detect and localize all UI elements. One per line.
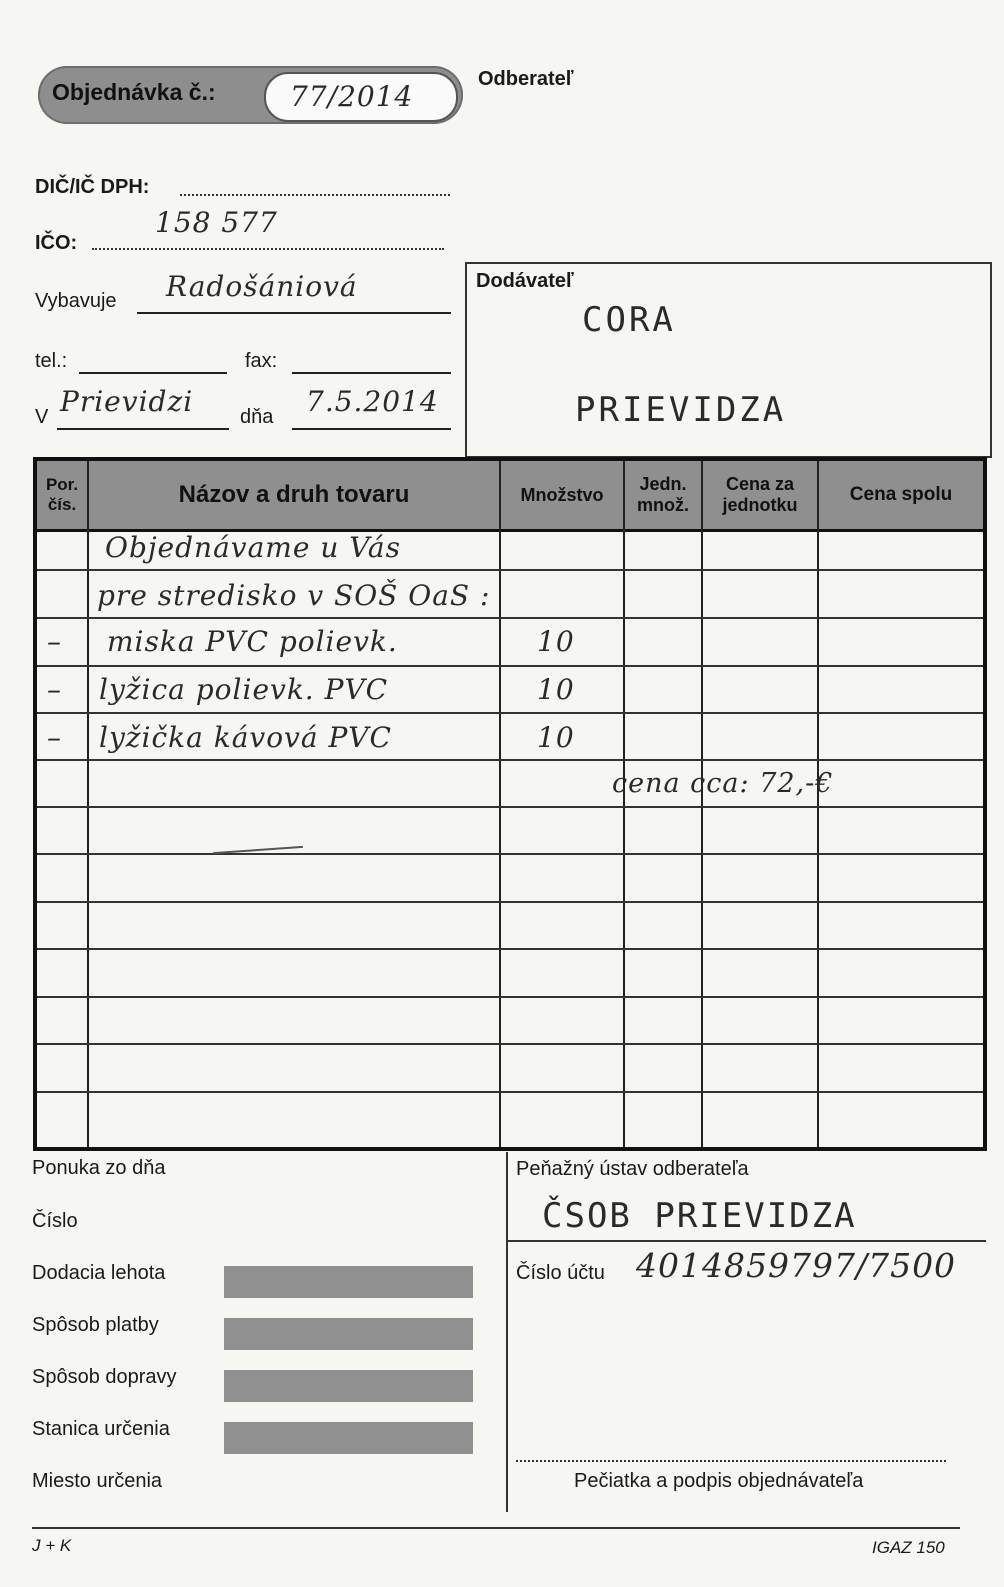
supplier-label: Dodávateľ: [476, 270, 574, 292]
supplier-name: CORA: [582, 300, 676, 340]
fax-field[interactable]: [292, 356, 451, 374]
payment-method-label: Spôsob platby: [32, 1314, 159, 1336]
signature-line[interactable]: [516, 1448, 946, 1462]
row-divider: [37, 617, 983, 619]
fax-label: fax:: [245, 350, 278, 372]
place-value: Prievidzi: [60, 385, 194, 418]
ico-label: IČO:: [35, 232, 78, 254]
ico-value: 158 577: [155, 206, 278, 239]
bank-underline: [508, 1240, 986, 1242]
stamp-label: Pečiatka a podpis objednávateľa: [574, 1470, 864, 1492]
handled-by-value: Radošániová: [166, 270, 358, 303]
table-row-name: lyžica polievk. PVC: [99, 673, 389, 706]
footer-left: J + K: [32, 1536, 72, 1555]
items-table: [33, 457, 987, 1151]
dic-field[interactable]: [180, 178, 450, 196]
table-row-name: lyžička kávová PVC: [99, 721, 392, 754]
row-divider: [37, 712, 983, 714]
order-number-box: [38, 66, 463, 124]
header-no: Por. čís.: [45, 475, 79, 514]
order-label: Objednávka č.:: [52, 79, 216, 105]
bank-value: ČSOB PRIEVIDZA: [542, 1196, 857, 1236]
dic-label: DIČ/IČ DPH:: [35, 176, 150, 198]
row-divider: [37, 948, 983, 950]
payment-method-field[interactable]: [224, 1318, 473, 1350]
table-row-qty: 10: [537, 625, 575, 658]
handled-by-label: Vybavuje: [35, 290, 117, 312]
destination-station-label: Stanica určenia: [32, 1418, 170, 1440]
destination-station-field[interactable]: [224, 1422, 473, 1454]
table-row-no: –: [47, 673, 62, 706]
header-name: Názov a druh tovaru: [178, 481, 410, 509]
section-divider: [506, 1152, 508, 1512]
footer-rule: [32, 1527, 960, 1529]
row-divider: [37, 759, 983, 761]
date-value: 7.5.2014: [306, 385, 439, 418]
tel-label: tel.:: [35, 350, 68, 372]
delivery-time-label: Dodacia lehota: [32, 1262, 166, 1284]
offer-from-label: Ponuka zo dňa: [32, 1157, 166, 1179]
row-divider: [37, 996, 983, 998]
order-number-field[interactable]: [264, 72, 458, 122]
supplier-city: PRIEVIDZA: [575, 390, 787, 430]
account-value: 4014859797/7500: [636, 1246, 957, 1285]
price-note: cena cca: 72,-€: [612, 768, 834, 799]
row-divider: [37, 901, 983, 903]
header-qty: Množstvo: [520, 484, 604, 505]
row-divider: [37, 665, 983, 667]
table-row-name: Objednávame u Vás: [105, 531, 401, 564]
tel-field[interactable]: [79, 356, 227, 374]
transport-method-label: Spôsob dopravy: [32, 1366, 177, 1388]
account-label: Číslo účtu: [516, 1262, 605, 1284]
buyer-heading: Odberateľ: [478, 68, 574, 90]
destination-place-label: Miesto určenia: [32, 1470, 163, 1492]
date-label: dňa: [240, 406, 274, 428]
table-row-qty: 10: [537, 673, 575, 706]
transport-method-field[interactable]: [224, 1370, 473, 1402]
table-row-name: pre stredisko v SOŠ OaS :: [97, 579, 491, 612]
header-unit-price: Cena za jednotku: [722, 474, 798, 515]
row-divider: [37, 853, 983, 855]
order-number-value: 77/2014: [290, 80, 414, 113]
place-label: V: [35, 406, 49, 428]
footer-right: IGAZ 150: [872, 1538, 945, 1557]
bank-label: Peňažný ústav odberateľa: [516, 1158, 749, 1180]
header-total: Cena spolu: [849, 484, 953, 506]
header-unit: Jedn. množ.: [637, 474, 689, 515]
supplier-box: [465, 262, 992, 458]
table-row-name: miska PVC polievk.: [107, 625, 398, 658]
row-divider: [37, 1091, 983, 1093]
table-row-qty: 10: [537, 721, 575, 754]
table-row-no: –: [47, 625, 62, 658]
delivery-time-field[interactable]: [224, 1266, 473, 1298]
row-divider: [37, 806, 983, 808]
row-divider: [37, 1043, 983, 1045]
number-label: Číslo: [32, 1210, 78, 1232]
row-divider: [37, 569, 983, 571]
table-header: [37, 461, 983, 532]
table-row-no: –: [47, 721, 62, 754]
